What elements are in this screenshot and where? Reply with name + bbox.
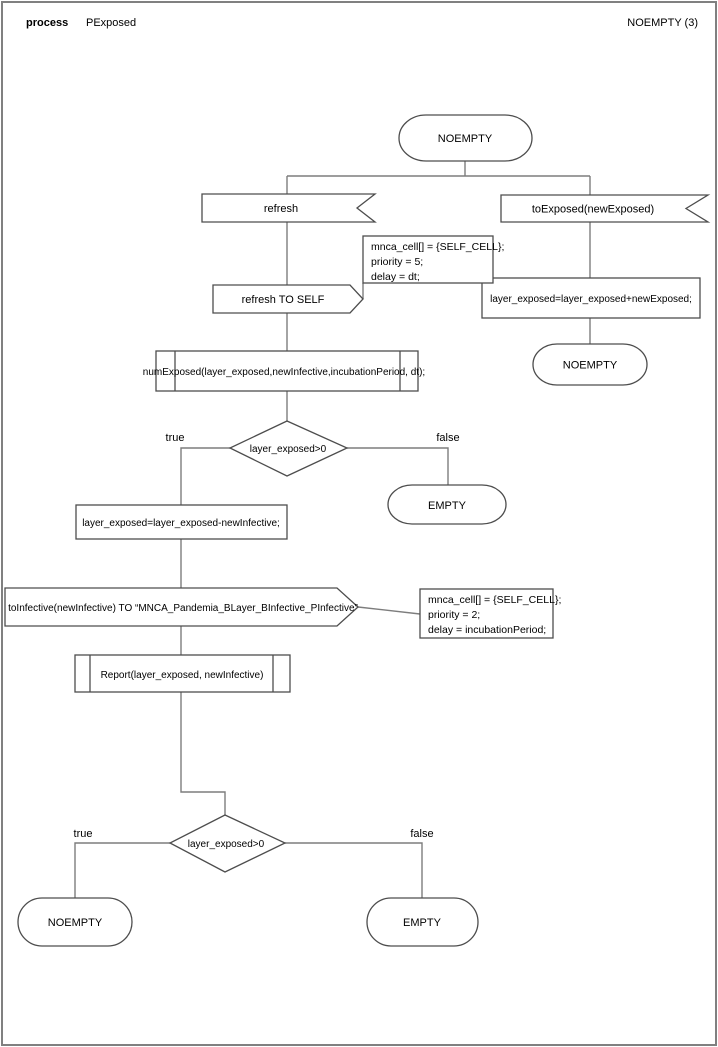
note-infective-line-2: priority = 2; xyxy=(428,609,481,621)
decision2-false-label: false xyxy=(410,828,434,840)
start-state-noempty[interactable] xyxy=(399,115,532,161)
decision1-true-label: true xyxy=(165,432,185,444)
input-toexposed-label: toExposed(newExposed) xyxy=(531,203,655,216)
state-empty-1[interactable] xyxy=(388,485,506,524)
task-add-exposed-label: layer_exposed=layer_exposed+newExposed; xyxy=(490,294,692,305)
state-empty-2[interactable] xyxy=(367,898,478,946)
decision2-true-label: true xyxy=(73,828,93,840)
decision-layer-exposed-1[interactable] xyxy=(230,421,347,476)
procedure-report[interactable] xyxy=(75,655,290,692)
task-add-exposed[interactable] xyxy=(482,278,700,318)
note-refresh-line-3: delay = dt; xyxy=(371,271,420,283)
output-refresh-to-self[interactable] xyxy=(213,285,363,313)
procedure-report-label: Report(layer_exposed, newInfective) xyxy=(100,670,264,681)
note-refresh-line-2: priority = 5; xyxy=(371,256,424,268)
state-noempty-right-label: NOEMPTY xyxy=(562,359,618,372)
note-refresh-line-1: mnca_cell[] = {SELF_CELL}; xyxy=(371,241,505,253)
task-subtract-infective[interactable] xyxy=(76,505,287,539)
input-refresh[interactable] xyxy=(202,194,375,222)
state-noempty-bottom[interactable] xyxy=(18,898,132,946)
note-infective-line-3: delay = incubationPeriod; xyxy=(428,624,547,636)
state-empty-1-label: EMPTY xyxy=(428,500,466,512)
header-kind-label: process xyxy=(26,17,69,29)
note-infective-line-1: mnca_cell[] = {SELF_CELL}; xyxy=(428,594,562,606)
connector-decision2-false xyxy=(285,843,422,898)
connector-report-to-decision2 xyxy=(181,692,225,815)
connector-decision1-false xyxy=(347,448,448,485)
connector-note-infective xyxy=(358,607,420,614)
input-toexposed[interactable] xyxy=(501,195,708,222)
state-noempty-right[interactable] xyxy=(533,344,647,385)
decision1-condition: layer_exposed>0 xyxy=(249,444,327,455)
task-subtract-infective-label: layer_exposed=layer_exposed-newInfective; xyxy=(82,518,280,529)
connector-decision2-true xyxy=(75,843,170,898)
header-process-name: PExposed xyxy=(86,17,137,29)
procedure-numexposed-label: numExposed(layer_exposed,newInfective,incubationPeriod, dt); xyxy=(142,367,426,378)
state-empty-2-label: EMPTY xyxy=(403,917,441,929)
decision2-condition: layer_exposed>0 xyxy=(187,839,265,850)
decision-layer-exposed-2[interactable] xyxy=(170,815,285,872)
note-infective-params[interactable] xyxy=(420,589,561,638)
procedure-numexposed[interactable] xyxy=(143,351,425,391)
header-state-label: NOEMPTY (3) xyxy=(627,17,698,29)
start-state-label: NOEMPTY xyxy=(437,133,493,145)
input-refresh-label: refresh xyxy=(263,203,299,215)
output-refresh-to-self-label: refresh TO SELF xyxy=(241,294,325,306)
output-toinfective[interactable] xyxy=(5,588,358,626)
output-toinfective-label: toInfective(newInfective) TO “MNCA_Pandemia_BLayer_BInfective_PInfective” xyxy=(8,603,358,614)
note-refresh-params[interactable] xyxy=(363,236,504,283)
connector-decision1-true xyxy=(181,448,230,505)
state-noempty-bottom-label: NOEMPTY xyxy=(47,917,103,929)
decision1-false-label: false xyxy=(436,432,460,444)
